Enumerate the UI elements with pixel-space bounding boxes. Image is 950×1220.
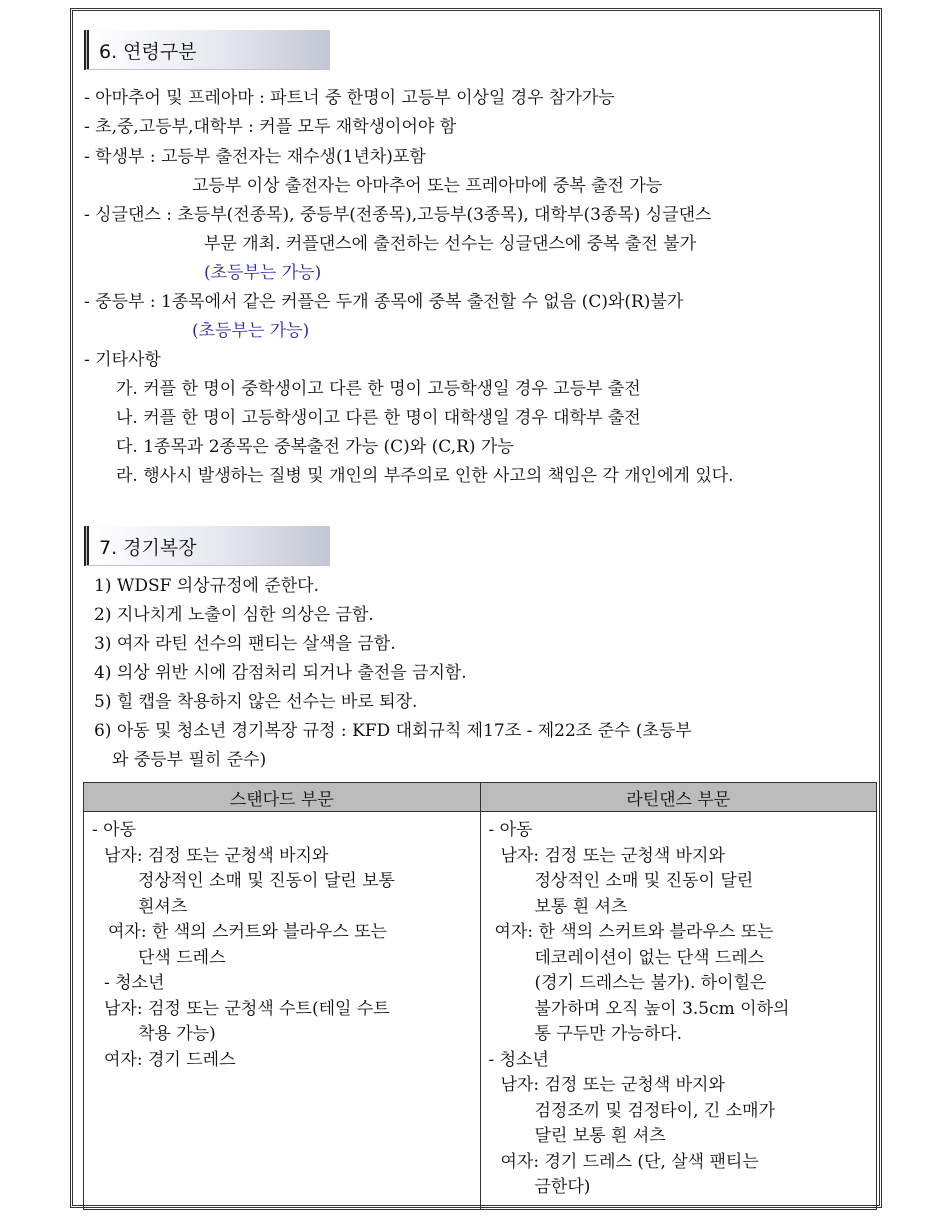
standard-line: 흰셔츠 bbox=[138, 896, 188, 917]
age-line-student-division: - 학생부 : 고등부 출전자는 재수생(1년차)포함 bbox=[84, 147, 426, 167]
attire-rule-6: 6) 아동 및 청소년 경기복장 규정 : KFD 대회규칙 제17조 - 제22조 준수 (초등부 bbox=[94, 721, 692, 741]
latin-line: 데코레이션이 없는 단색 드레스 bbox=[534, 947, 765, 968]
section-7-title: 7. 경기복장 bbox=[99, 537, 197, 559]
latin-line: 여자: 한 색의 스커트와 블라우스 또는 bbox=[494, 922, 774, 942]
latin-line: - 청소년 bbox=[488, 1049, 549, 1070]
latin-line: (경기 드레스는 불가). 하이힐은 bbox=[534, 973, 767, 993]
age-line-misc-ra: 라. 행사시 발생하는 질병 및 개인의 부주의로 인한 사고의 책임은 각 개인에게 있다. bbox=[116, 466, 734, 486]
latin-line: 불가하며 오직 높이 3.5cm 이하의 bbox=[534, 998, 790, 1019]
latin-header: 라틴댄스 부문 bbox=[480, 783, 877, 812]
latin-line: 정상적인 소매 및 진동이 달린 bbox=[534, 871, 754, 891]
latin-line: 금한다) bbox=[534, 1177, 591, 1197]
standard-line: 단색 드레스 bbox=[138, 947, 226, 968]
attire-rule-2: 2) 지나치게 노출이 심한 의상은 금함. bbox=[94, 605, 374, 625]
latin-line: 달린 보통 흰 셔츠 bbox=[534, 1126, 666, 1146]
standard-cell bbox=[84, 812, 481, 1210]
age-line-single-dance: - 싱글댄스 : 초등부(전종목), 중등부(전종목),고등부(3종목), 대학부(3종목) 싱글댄스 bbox=[84, 205, 712, 225]
standard-line: 정상적인 소매 및 진동이 달린 보통 bbox=[138, 871, 395, 891]
attire-rule-3: 3) 여자 라틴 선수의 팬티는 살색을 금함. bbox=[94, 634, 396, 654]
attire-rule-4: 4) 의상 위반 시에 감점처리 되거나 출전을 금지함. bbox=[94, 663, 467, 683]
attire-rule-6-cont: 와 중등부 필히 준수) bbox=[112, 750, 267, 770]
age-line-single-dance-note: (초등부는 가능) bbox=[204, 263, 322, 283]
age-line-amateur: - 아마추어 및 프레아마 : 파트너 중 한명이 고등부 이상일 경우 참가가능 bbox=[84, 88, 615, 108]
standard-line: - 청소년 bbox=[104, 973, 165, 993]
attire-rule-1: 1) WDSF 의상규정에 준한다. bbox=[94, 576, 319, 596]
age-line-student-division-cont: 고등부 이상 출전자는 아마추어 또는 프레아마에 중복 출전 가능 bbox=[192, 176, 663, 196]
standard-line: 남자: 검정 또는 군청색 바지와 bbox=[104, 845, 329, 866]
standard-line: 여자: 한 색의 스커트와 블라우스 또는 bbox=[108, 922, 388, 942]
age-line-misc-heading: - 기타사항 bbox=[84, 350, 161, 370]
latin-line: 보통 흰 셔츠 bbox=[534, 896, 628, 917]
latin-line: 검정조끼 및 검정타이, 긴 소매가 bbox=[534, 1100, 776, 1121]
age-line-middle-school-note: (초등부는 가능) bbox=[192, 321, 310, 341]
section-6-heading bbox=[84, 30, 330, 70]
standard-line: - 아동 bbox=[92, 820, 136, 840]
standard-header: 스탠다드 부문 bbox=[84, 783, 481, 812]
latin-line: 남자: 검정 또는 군청색 바지와 bbox=[500, 845, 725, 866]
dress-code-table bbox=[83, 782, 877, 1210]
standard-line: 남자: 검정 또는 군청색 수트(테일 수트 bbox=[104, 998, 390, 1019]
standard-line: 여자: 경기 드레스 bbox=[104, 1049, 236, 1070]
section-6-title: 6. 연령구분 bbox=[99, 41, 197, 63]
age-line-single-dance-cont: 부문 개최. 커플댄스에 출전하는 선수는 싱글댄스에 중복 출전 불가 bbox=[204, 234, 697, 254]
age-line-students: - 초,중,고등부,대학부 : 커플 모두 재학생이어야 함 bbox=[84, 117, 457, 137]
latin-line: 통 구두만 가능하다. bbox=[534, 1024, 683, 1044]
latin-line: 남자: 검정 또는 군청색 바지와 bbox=[500, 1075, 725, 1095]
latin-line: 여자: 경기 드레스 (단, 살색 팬티는 bbox=[500, 1151, 759, 1172]
attire-rule-5: 5) 힐 캡을 착용하지 않은 선수는 바로 퇴장. bbox=[94, 692, 418, 712]
age-line-middle-school: - 중등부 : 1종목에서 같은 커플은 두개 종목에 중복 출전할 수 없음 (C)와(R)불가 bbox=[84, 292, 684, 312]
latin-cell bbox=[480, 812, 877, 1210]
age-line-misc-da: 다. 1종목과 2종목은 중복출전 가능 (C)와 (C,R) 가능 bbox=[116, 437, 514, 457]
standard-line: 착용 가능) bbox=[138, 1024, 216, 1044]
age-line-misc-na: 나. 커플 한 명이 고등학생이고 다른 한 명이 대학생일 경우 대학부 출전 bbox=[116, 408, 641, 428]
section-7-heading bbox=[84, 526, 330, 566]
latin-line: - 아동 bbox=[488, 820, 533, 840]
age-line-misc-ga: 가. 커플 한 명이 중학생이고 다른 한 명이 고등학생일 경우 고등부 출전 bbox=[116, 379, 641, 399]
